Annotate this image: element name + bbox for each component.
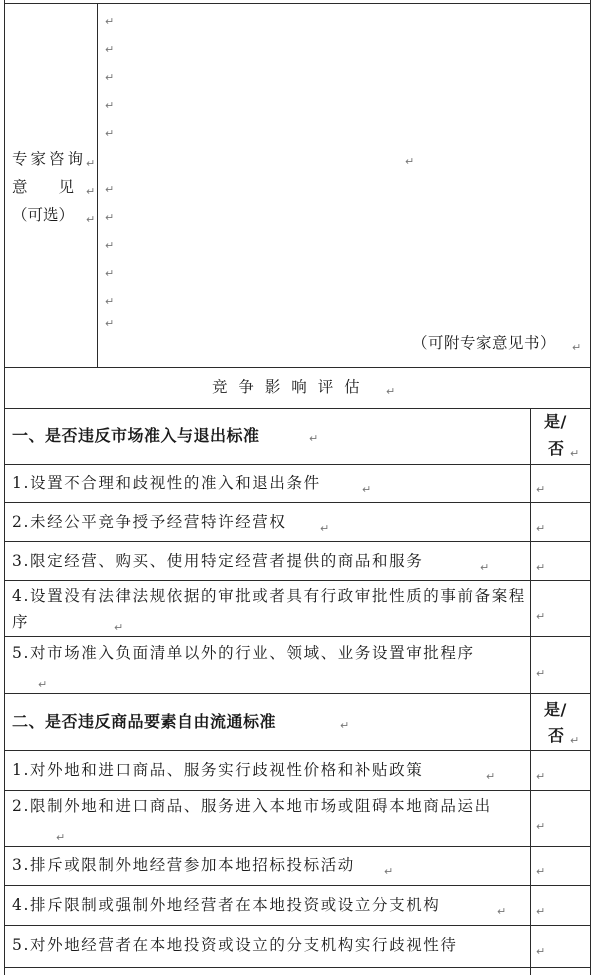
paragraph-mark: ↵ (497, 905, 507, 918)
paragraph-mark: ↵ (570, 734, 580, 747)
section-2-item-5: 5.对外地经营者在本地投资或设立的分支机构实行歧视性待 (12, 936, 458, 954)
expert-label-line1: 专家咨询 (12, 150, 87, 168)
section-1-no-label: 否 (548, 439, 565, 458)
assessment-title: 竞 争 影 响 评 估 (212, 378, 363, 396)
section-2-item-4: 4.排斥限制或强制外地经营者在本地投资或设立分支机构 (12, 896, 441, 914)
section-1-header: 一、是否违反市场准入与退出标准 (12, 426, 260, 445)
section-1-item-1: 1.设置不合理和歧视性的准入和退出条件 (12, 474, 321, 492)
answer-cell-s2-4[interactable]: ↵ (536, 905, 546, 918)
answer-cell-s1-5[interactable]: ↵ (536, 667, 546, 680)
paragraph-mark: ↵ (384, 865, 394, 878)
paragraph-mark: ↵ (86, 213, 96, 226)
paragraph-mark: ↵ (570, 447, 580, 460)
section-2-item-3: 3.排斥或限制外地经营参加本地招标投标活动 (12, 856, 355, 874)
answer-cell-s1-1[interactable]: ↵ (536, 483, 546, 496)
paragraph-mark: ↵ (86, 157, 96, 170)
answer-cell-s2-3[interactable]: ↵ (536, 865, 546, 878)
paragraph-mark: ↵ (320, 522, 330, 535)
paragraph-mark: ↵ (309, 432, 319, 445)
expert-label-line3: （可选） (12, 206, 75, 224)
answer-cell-s1-3[interactable]: ↵ (536, 561, 546, 574)
answer-cell-s2-5[interactable]: ↵ (536, 945, 546, 958)
section-1-item-4: 4.设置没有法律法规依据的审批或者具有行政审批性质的事前备案程序 (12, 587, 526, 631)
section-2-header: 二、是否违反商品要素自由流通标准 (12, 712, 277, 731)
section-2-yes-label: 是/ (544, 700, 567, 719)
paragraph-mark: ↵ (572, 341, 582, 354)
paragraph-mark: ↵ (38, 678, 48, 691)
answer-cell-s1-2[interactable]: ↵ (536, 522, 546, 535)
paragraph-mark: ↵ (56, 831, 66, 844)
paragraph-mark: ↵ (340, 719, 350, 732)
paragraph-mark: ↵ (362, 483, 372, 496)
answer-cell-s2-2[interactable]: ↵ (536, 820, 546, 833)
section-1-item-2: 2.未经公平竞争授予经营特许经营权 (12, 513, 287, 531)
paragraph-mark: ↵ (86, 185, 96, 198)
section-1-item-5: 5.对市场准入负面清单以外的行业、领域、业务设置审批程序 (12, 644, 475, 662)
answer-cell-s1-4[interactable]: ↵ (536, 610, 546, 623)
section-2-item-1: 1.对外地和进口商品、服务实行歧视性价格和补贴政策 (12, 761, 424, 779)
paragraph-mark: ↵ (386, 385, 396, 398)
section-2-no-label: 否 (548, 726, 565, 745)
paragraph-mark: ↵ (114, 621, 124, 634)
section-1-item-3: 3.限定经营、购买、使用特定经营者提供的商品和服务 (12, 552, 424, 570)
attachment-note: （可附专家意见书） (412, 334, 557, 352)
answer-cell-s2-1[interactable]: ↵ (536, 770, 546, 783)
paragraph-mark: ↵ (486, 770, 496, 783)
expert-label-line2: 意 见 (12, 178, 75, 196)
paragraph-mark: ↵ (480, 561, 490, 574)
section-2-item-2: 2.限制外地和进口商品、服务进入本地市场或阻碍本地商品运出 (12, 797, 492, 815)
section-1-yes-label: 是/ (544, 412, 567, 431)
